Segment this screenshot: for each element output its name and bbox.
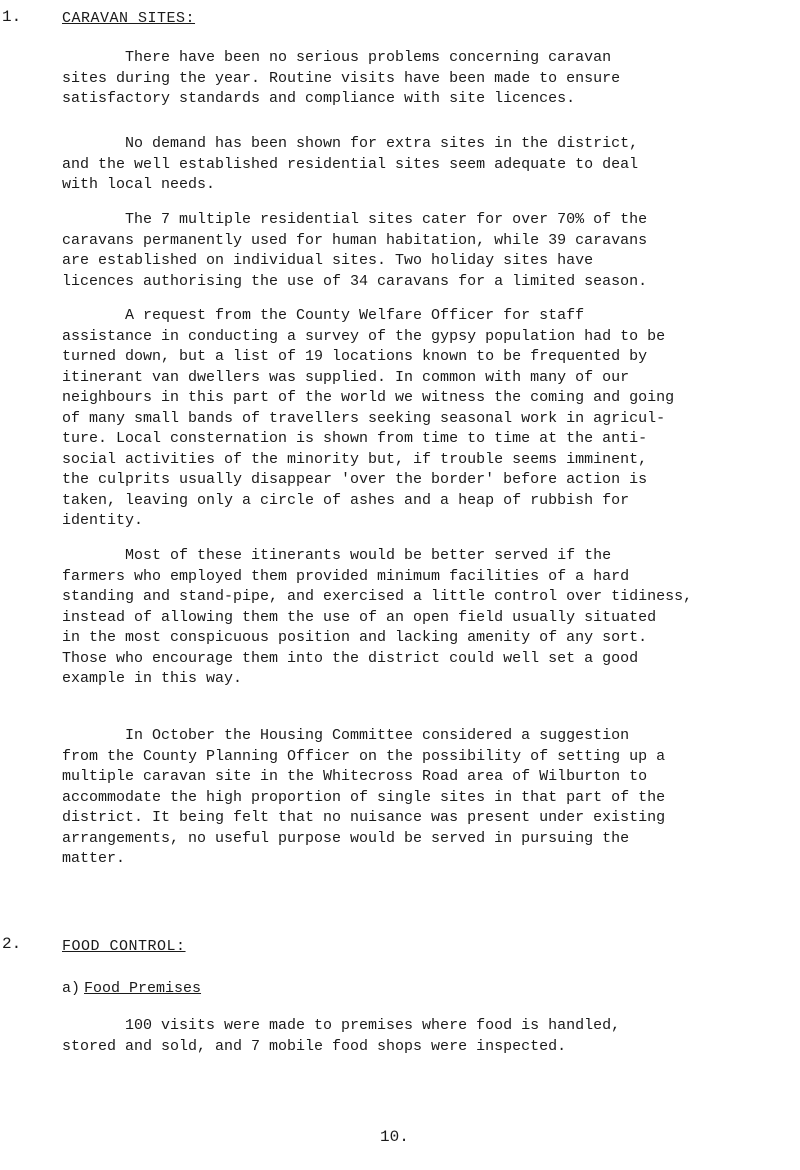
page-number: 10. xyxy=(380,1128,409,1146)
paragraph-caravan-5: Most of these itinerants would be better served if the farmers who employed them provided minimum facilities of a hard standing and stand-pipe, and exercised a little control over tidiness, instead of allowing them the use of an open field usually situated in the most conspicuous position and lacking amenity of any sort. Those who encourage them into the district could well set a good example in this way. xyxy=(62,547,693,687)
paragraph-food-premises: 100 visits were made to premises where food is handled, stored and sold, and 7 mobile food shops were inspected. xyxy=(62,1017,621,1055)
section-heading-food-control: FOOD CONTROL: xyxy=(62,938,186,955)
paragraph-caravan-3: The 7 multiple residential sites cater for over 70% of the caravans permanently used for human habitation, while 39 caravans are established on individual sites. Two holiday sites have licences authorising the use of 34 caravans for a limited season. xyxy=(62,211,648,290)
section-heading-caravan-sites: CARAVAN SITES: xyxy=(62,10,196,27)
paragraph-caravan-1: There have been no serious problems concerning caravan sites during the year. Routine visits have been made to ensure satisfactory standards and compliance with site licences. xyxy=(62,49,621,107)
paragraph-caravan-2: No demand has been shown for extra sites in the district, and the well established residential sites seem adequate to deal with local needs. xyxy=(62,135,639,193)
subsection-heading-food-premises: Food Premises xyxy=(84,980,202,997)
subsection-label: a) xyxy=(62,980,81,997)
paragraph-caravan-4: A request from the County Welfare Officer for staff assistance in conducting a survey of the gypsy population had to be turned down, but a list of 19 locations known to be frequented by itinerant van dwellers was supplied. In common with many of our neighbours in this part of the world we witness the coming and going of many small bands of travellers seeking seasonal work in agricul- ture. Local consternation is shown from time to time at the anti- social activities of the minority but, if trouble seems imminent, the culprits usually disappear 'over the border' before action is taken, leaving only a circle of ashes and a heap of rubbish for identity. xyxy=(62,307,675,529)
section-number: 2. xyxy=(2,935,22,953)
section-number: 1. xyxy=(2,8,22,26)
paragraph-caravan-6: In October the Housing Committee considered a suggestion from the County Planning Officer on the possibility of setting up a multiple caravan site in the Whitecross Road area of Wilburton to accommodate the high proportion of single sites in that part of the district. It being felt that no nuisance was present under existing arrangements, no useful purpose would be served in pursuing the matter. xyxy=(62,727,666,867)
